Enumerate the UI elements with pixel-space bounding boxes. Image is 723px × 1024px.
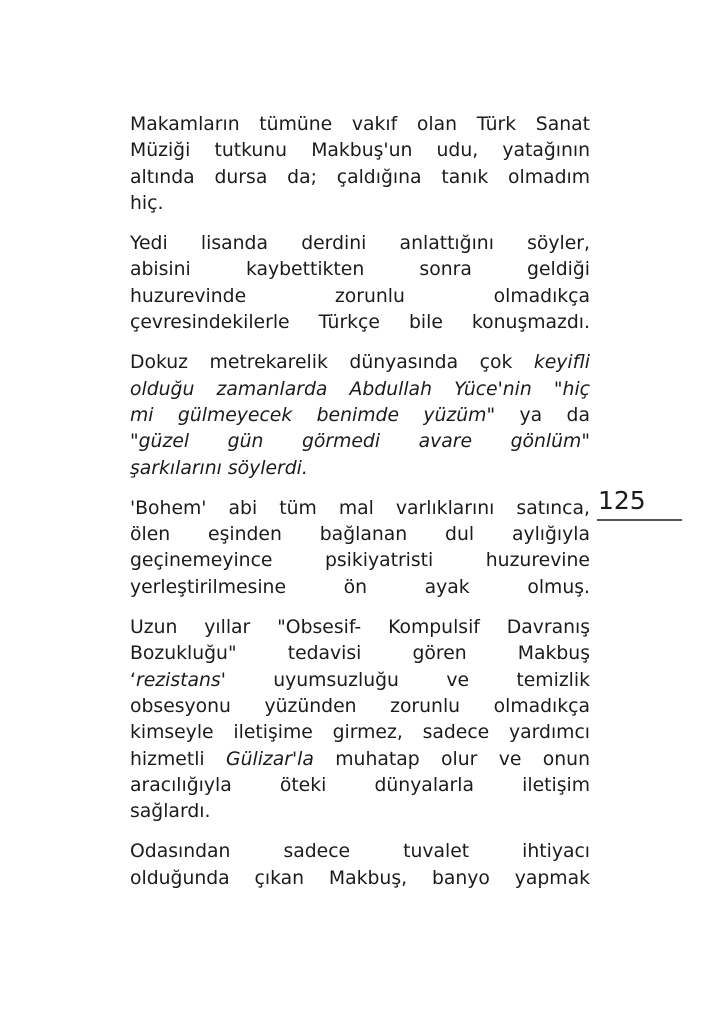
text-line (130, 866, 590, 892)
italic-text-segment: güzel gün görmedi avare gönlüm (138, 431, 582, 453)
text-line (130, 112, 590, 138)
text-line (130, 575, 590, 601)
text-line (130, 799, 590, 825)
text-line (130, 429, 590, 455)
text-line (130, 720, 590, 746)
text-line (130, 165, 590, 191)
text-segment: yerleştirilmesine ön ayak olmuş. (130, 576, 590, 598)
text-segment: " (581, 431, 590, 453)
italic-text-segment: şarkılarını söylerdi. (130, 457, 308, 479)
paragraph (130, 839, 590, 892)
text-segment: ' uyumsuzluğu ve temizlik (220, 669, 590, 691)
text-line (130, 456, 590, 482)
text-line (130, 403, 590, 429)
text-line (130, 694, 590, 720)
text-segment: geçinemeyince psikiyatristi huzurevine (130, 550, 590, 572)
italic-text-segment: hiç (562, 378, 590, 400)
text-segment: muhatap olur ve onun (313, 748, 590, 770)
text-line (130, 615, 590, 641)
text-line (130, 310, 590, 336)
text-line (130, 257, 590, 283)
paragraph (130, 112, 590, 217)
text-segment: sağlardı. (130, 801, 211, 823)
text-segment: olduğunda çıkan Makbuş, banyo yapmak (130, 867, 590, 889)
text-line (130, 350, 590, 376)
text-segment: " (130, 431, 139, 453)
paragraph (130, 615, 590, 825)
text-segment: 'Bohem' abi tüm mal varlıklarını satınca, (130, 497, 590, 519)
text-column (130, 112, 590, 906)
text-line (130, 548, 590, 574)
text-segment: Müziği tutkunu Makbuş'un udu, yatağının (130, 140, 590, 162)
text-segment: çevresindekilerle Türkçe bile konuşmazdı. (130, 312, 590, 334)
text-line (130, 496, 590, 522)
italic-text-segment: mi gülmeyecek benimde yüzüm (130, 404, 487, 426)
italic-text-segment: Gülizar'la (226, 748, 314, 770)
page-number-rule (597, 519, 682, 521)
text-segment: Dokuz metrekarelik dünyasında çok (130, 352, 534, 374)
italic-text-segment: olduğu zamanlarda Abdullah Yüce'nin (130, 378, 554, 400)
text-segment: hiç. (130, 192, 164, 214)
text-segment: " ya da (486, 404, 590, 426)
text-segment: ölen eşinden bağlanan dul aylığıyla (130, 524, 590, 546)
text-line (130, 138, 590, 164)
text-line (130, 747, 590, 773)
text-line (130, 668, 590, 694)
paragraph (130, 350, 590, 481)
text-line (130, 191, 590, 217)
text-segment: hizmetli (130, 748, 227, 770)
text-segment: Odasından sadece tuvalet ihtiyacı (130, 841, 590, 863)
text-segment: Uzun yıllar "Obsesif- Kompulsif Davranış (130, 617, 590, 639)
text-segment: kimseyle iletişime girmez, sadece yardımcı (130, 722, 590, 744)
text-line (130, 231, 590, 257)
text-segment: aracılığıyla öteki dünyalarla iletişim (130, 774, 590, 796)
text-line (130, 839, 590, 865)
text-line (130, 522, 590, 548)
italic-text-segment: keyifli (533, 352, 590, 374)
text-line (130, 641, 590, 667)
text-line (130, 377, 590, 403)
text-segment: Bozukluğu" tedavisi gören Makbuş (130, 643, 590, 665)
text-segment: abisini kaybettikten sonra geldiği (130, 259, 590, 281)
page-number: 125 (598, 486, 646, 515)
text-line (130, 773, 590, 799)
text-segment: ‘ (130, 669, 136, 691)
paragraph (130, 496, 590, 601)
text-segment: Makamların tümüne vakıf olan Türk Sanat (130, 114, 590, 135)
text-line (130, 284, 590, 310)
text-segment: " (553, 378, 563, 400)
text-segment: huzurevinde zorunlu olmadıkça (130, 285, 590, 307)
italic-text-segment: rezistans (135, 669, 221, 691)
text-segment: Yedi lisanda derdini anlattığını söyler, (130, 233, 590, 255)
text-segment: altında dursa da; çaldığına tanık olmadım (130, 166, 590, 188)
paragraph (130, 231, 590, 336)
text-segment: obsesyonu yüzünden zorunlu olmadıkça (130, 695, 590, 717)
